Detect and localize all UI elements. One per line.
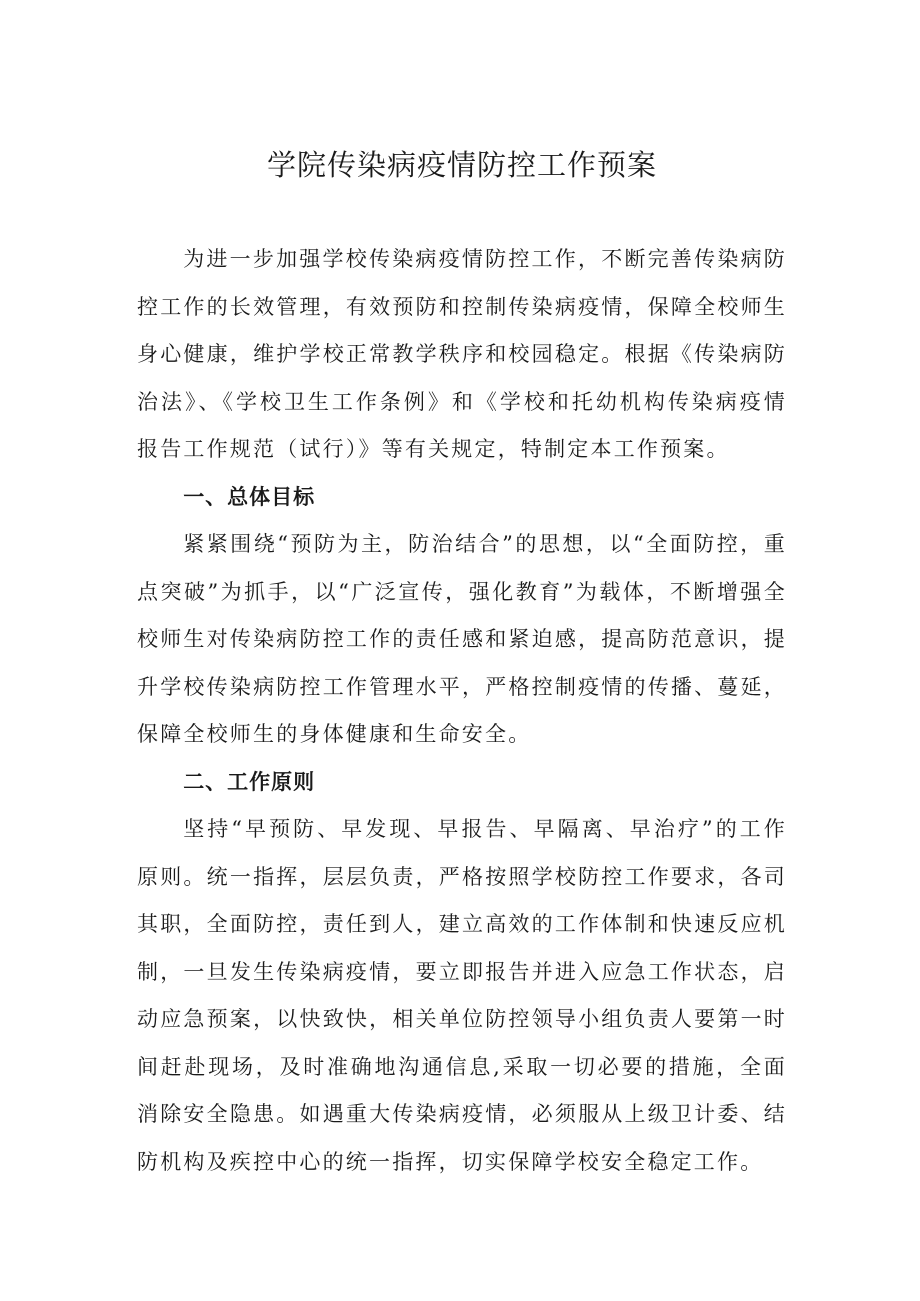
section-heading-work-principles: 二、工作原则	[183, 769, 316, 794]
document-page	[137, 140, 787, 1186]
section-heading-overall-goal: 一、总体目标	[183, 484, 316, 509]
section-body-overall-goal: 紧紧围绕“预防为主，防治结合”的思想，以“全面防控，重点突破”为抓手，以“广泛宣传，强化教育”为载体，不断增强全校师生对传染病防控工作的责任感和紧迫感，提高防范意识，提升学校传染病防控工作管理水平，严格控制疫情的传播、蔓延，保障全校师生的身体健康和生命安全。	[137, 532, 787, 746]
intro-paragraph: 为进一步加强学校传染病疫情防控工作，不断完善传染病防控工作的长效管理，有效预防和控制传染病疫情，保障全校师生身心健康，维护学校正常教学秩序和校园稳定。根据《传染病防治法》、《学校卫生工作条例》和《学校和托幼机构传染病疫情报告工作规范（试行）》等有关规定，特制定本工作预案。	[137, 247, 787, 461]
section-body-work-principles: 坚持“早预防、早发现、早报告、早隔离、早治疗”的工作原则。统一指挥，层层负责，严格按照学校防控工作要求，各司其职，全面防控，责任到人，建立高效的工作体制和快速反应机制，一旦发生传染病疫情，要立即报告并进入应急工作状态，启动应急预案，以快致快，相关单位防控领导小组负责人要第一时间赶赴现场，及时准确地沟通信息,采取一切必要的措施，全面消除安全隐患。如遇重大传染病疫情，必须服从上级卫计委、结防机构及疾控中心的统一指挥，切实保障学校安全稳定工作。	[137, 817, 787, 1174]
document-title: 学院传染病疫情防控工作预案	[266, 148, 657, 182]
